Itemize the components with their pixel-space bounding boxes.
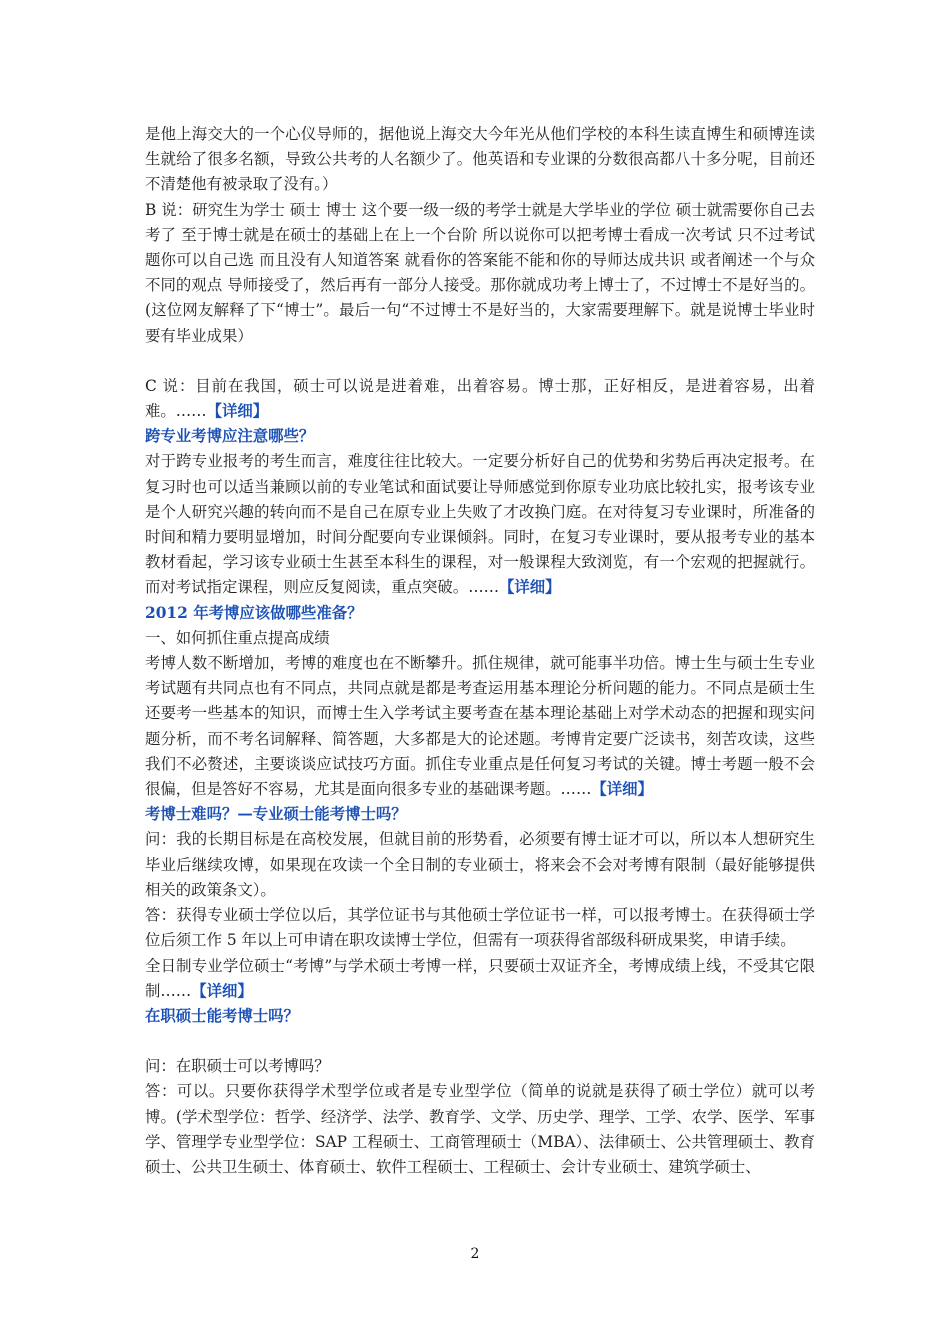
paragraph-text: 问：在职硕士可以考博吗？ [145,1057,330,1076]
paragraph-text: 是他上海交大的一个心仪导师的，据他说上海交大今年光从他们学校的本科生读直博生和硕博连读生就给了很多名额，导致公共考的人名额少了。他英语和专业课的分数很高都八十多分呢，目前还不清楚他有被录取了没有。） [145,125,815,194]
section-heading: 2012 年考博应该做哪些准备？ [145,603,363,622]
detail-link[interactable]: 【详细】 [499,578,561,597]
blank-line [145,1029,815,1054]
body-paragraph [145,374,815,424]
body-paragraph [145,626,815,651]
paragraph-text: B 说：研究生为学士 硕士 博士 这个要一级一级的考学士就是大学毕业的学位 硕士就需要你自己去考了 至于博士就是在硕士的基础上在上一个台阶 所以说你可以把考博士看成一次考试 只不过考试题你可以自己选 而且没有人知道答案 就看你的答案能不能和你的导师达成共识 或者阐述一个与众不同的观点 导师接受了，然后再有一部分人接受。那你就成功考上博士了，不过博士不是好当的。(这位网友解释了下“博士”。最后一句“不过博士不是好当的，大家需要理解下。就是说博士毕业时要有毕业成果） [145,200,815,345]
paragraph-text: 一、如何抓住重点提高成绩 [145,628,330,647]
paragraph-text: 答：可以。只要你获得学术型学位或者是专业型学位（简单的说就是获得了硕士学位）就可以考博。(学术型学位：哲学、经济学、法学、教育学、文学、历史学、理学、工学、农学、医学、军事学、管理学专业型学位：SAP 工程硕士、工商管理硕士（MBA）、法律硕士、公共管理硕士、教育硕士、公共卫生硕士、体育硕士、软件工程硕士、工程硕士、会计专业硕士、建筑学硕士、 [145,1082,815,1176]
body-paragraph [145,903,815,953]
body-paragraph [145,122,815,198]
paragraph-text: 全日制专业学位硕士“考博”与学术硕士考博一样，只要硕士双证齐全，考博成绩上线，不受其它限制…… [145,956,815,1000]
body-paragraph [145,954,815,1004]
detail-link[interactable]: 【详细】 [191,981,253,1000]
detail-link[interactable]: 【详细】 [591,780,653,799]
body-paragraph [145,1054,815,1079]
detail-link[interactable]: 【详细】 [206,402,269,421]
body-paragraph [145,827,815,903]
section-heading: 跨专业考博应注意哪些？ [145,427,315,446]
blank-line [145,349,815,374]
paragraph-text: 考博人数不断增加，考博的难度也在不断攀升。抓住规律，就可能事半功倍。博士生与硕士生专业考试题有共同点也有不同点，共同点就是都是考查运用基本理论分析问题的能力。不同点是硕士生还要考一些基本的知识，而博士生入学考试主要考查在基本理论基础上对学术动态的把握和现实问题分析，而不考名词解释、简答题，大多都是大的论述题。考博肯定要广泛读书，刻苦攻读，这些我们不必赘述，主要谈谈应试技巧方面。抓住专业重点是任何复习考试的关键。博士考题一般不会很偏，但是答好不容易，尤其是面向很多专业的基础课考题。…… [145,654,815,799]
body-paragraph [145,449,815,600]
paragraph-text: 答：获得专业硕士学位以后，其学位证书与其他硕士学位证书一样，可以报考博士。在获得硕士学位后须工作 5 年以上可申请在职攻读博士学位，但需有一项获得省部级科研成果奖，申请手续。 [145,906,815,950]
section-heading: 在职硕士能考博士吗？ [145,1006,299,1025]
paragraph-text: C 说：目前在我国，硕士可以说是进着难，出着容易。博士那，正好相反，是进着容易，出着难。…… [145,376,815,421]
page-number: 2 [470,1246,480,1262]
paragraph-text: 问：我的长期目标是在高校发展，但就目前的形势看，必须要有博士证才可以，所以本人想研究生毕业后继续攻博，如果现在攻读一个全日制的专业硕士，将来会不会对考博有限制（最好能够提供相关的政策条文）。 [145,830,815,899]
body-paragraph [145,651,815,802]
paragraph-text: 对于跨专业报考的考生而言，难度往往比较大。一定要分析好自己的优势和劣势后再决定报考。在复习时也可以适当兼顾以前的专业笔试和面试要让导师感觉到你原专业功底比较扎实，报考该专业是个人研究兴趣的转向而不是自己在原专业上失败了才改换门庭。在对待复习专业课时，所准备的时间和精力要明显增加，时间分配要向专业课倾斜。同时，在复习专业课时，要从报考专业的基本教材看起，学习该专业硕士生甚至本科生的课程，对一般课程大致浏览，有一个宏观的把握就行。而对考试指定课程，则应反复阅读，重点突破。…… [145,452,815,597]
document-body [145,122,815,1180]
body-paragraph [145,198,815,349]
body-paragraph [145,1079,815,1180]
section-heading: 考博士难吗？—专业硕士能考博士吗？ [145,805,407,824]
